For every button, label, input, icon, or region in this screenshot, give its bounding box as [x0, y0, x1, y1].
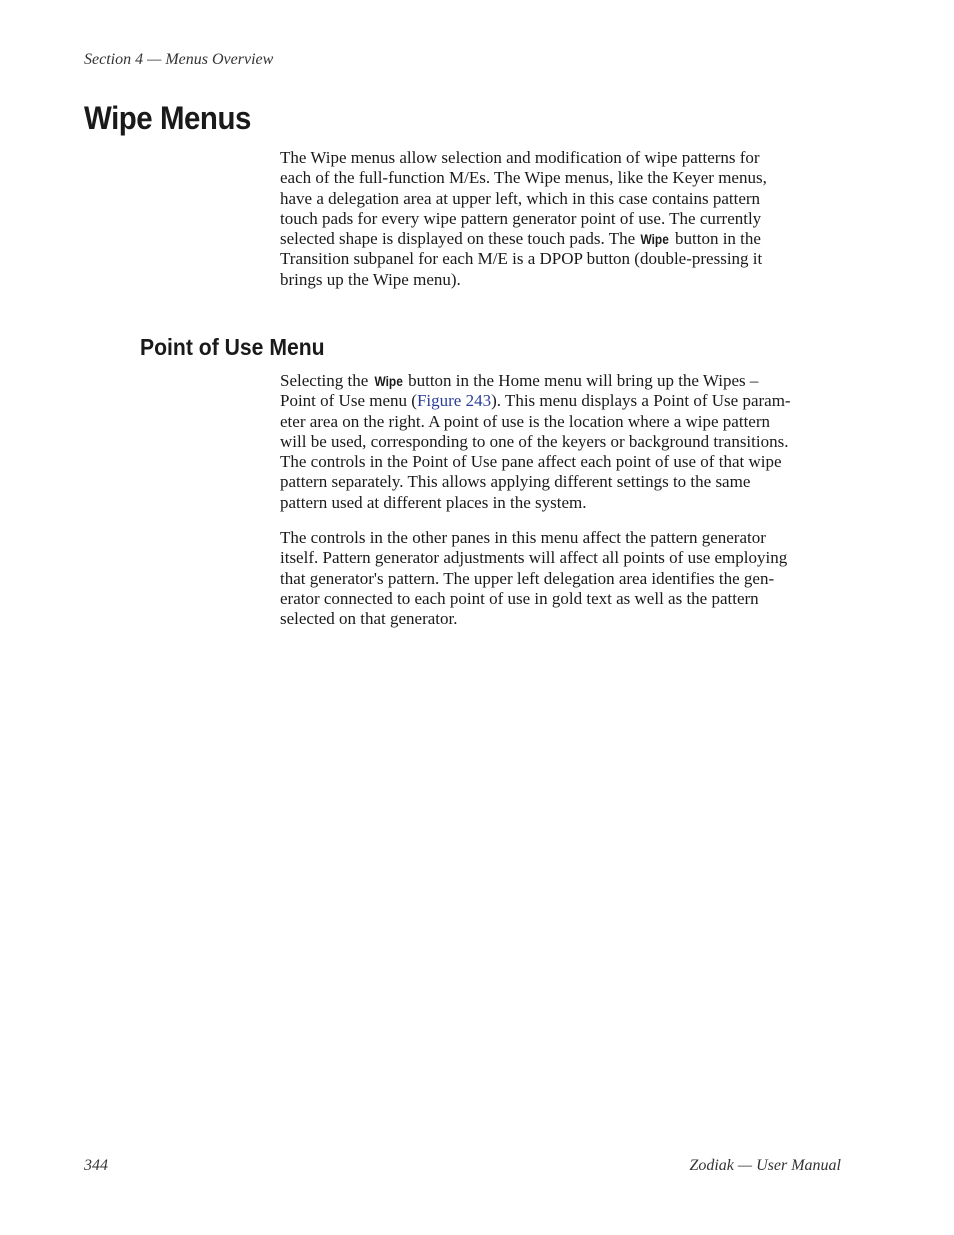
section-title: Wipe Menus	[84, 100, 251, 136]
text-line: eter area on the right. A point of use is the location where a wipe pattern	[280, 411, 771, 431]
text-line: have a delegation area at upper left, which in this case contains pattern	[280, 188, 761, 208]
wipe-button-name: Wipe	[640, 231, 670, 248]
text-line: will be used, corresponding to one of the keyers or background transitions.	[280, 431, 789, 451]
text-line: pattern used at different places in the system.	[280, 492, 587, 512]
subsection-title: Point of Use Menu	[140, 334, 325, 360]
text-line: The controls in the Point of Use pane affect each point of use of that wipe	[280, 452, 782, 472]
point-of-use-paragraph-1	[280, 371, 844, 513]
text-line: touch pads for every wipe pattern generator point of use. The currently	[280, 208, 762, 228]
text-line: brings up the Wipe menu).	[280, 269, 461, 289]
running-header: Section 4 — Menus Overview	[84, 51, 274, 68]
text-run: Selecting the	[280, 371, 373, 390]
point-of-use-paragraph-2	[280, 528, 844, 629]
wipe-button-name: Wipe	[374, 373, 403, 389]
text-line	[280, 391, 844, 411]
text-run: ). This menu displays a Point of Use param-	[491, 391, 791, 411]
page-number: 344	[84, 1157, 108, 1174]
text-run: button in the	[670, 229, 761, 249]
text-run: Point of Use menu (	[280, 391, 417, 411]
text-run: button in the Home menu will bring up the Wipes –	[403, 371, 759, 390]
text-line: that generator's pattern. The upper left delegation area identifies the gen-	[280, 568, 775, 588]
text-line: The Wipe menus allow selection and modification of wipe patterns for	[280, 148, 760, 167]
text-line: itself. Pattern generator adjustments will affect all points of use employing	[280, 548, 788, 568]
figure-243-link[interactable]: Figure 243	[416, 391, 492, 411]
text-line	[280, 371, 844, 391]
text-line: erator connected to each point of use in gold text as well as the pattern	[280, 588, 759, 608]
footer-doc-title: Zodiak — User Manual	[689, 1157, 841, 1174]
intro-paragraph	[280, 148, 844, 290]
text-line: Transition subpanel for each M/E is a DPOP button (double-pressing it	[280, 249, 763, 269]
text-run: selected shape is displayed on these touch pads. The	[280, 229, 640, 249]
text-line: each of the full-function M/Es. The Wipe menus, like the Keyer menus,	[280, 168, 767, 188]
text-line: pattern separately. This allows applying different settings to the same	[280, 472, 751, 492]
text-line: The controls in the other panes in this menu affect the pattern generator	[280, 528, 766, 547]
text-line	[280, 229, 844, 249]
text-line: selected on that generator.	[280, 609, 458, 629]
